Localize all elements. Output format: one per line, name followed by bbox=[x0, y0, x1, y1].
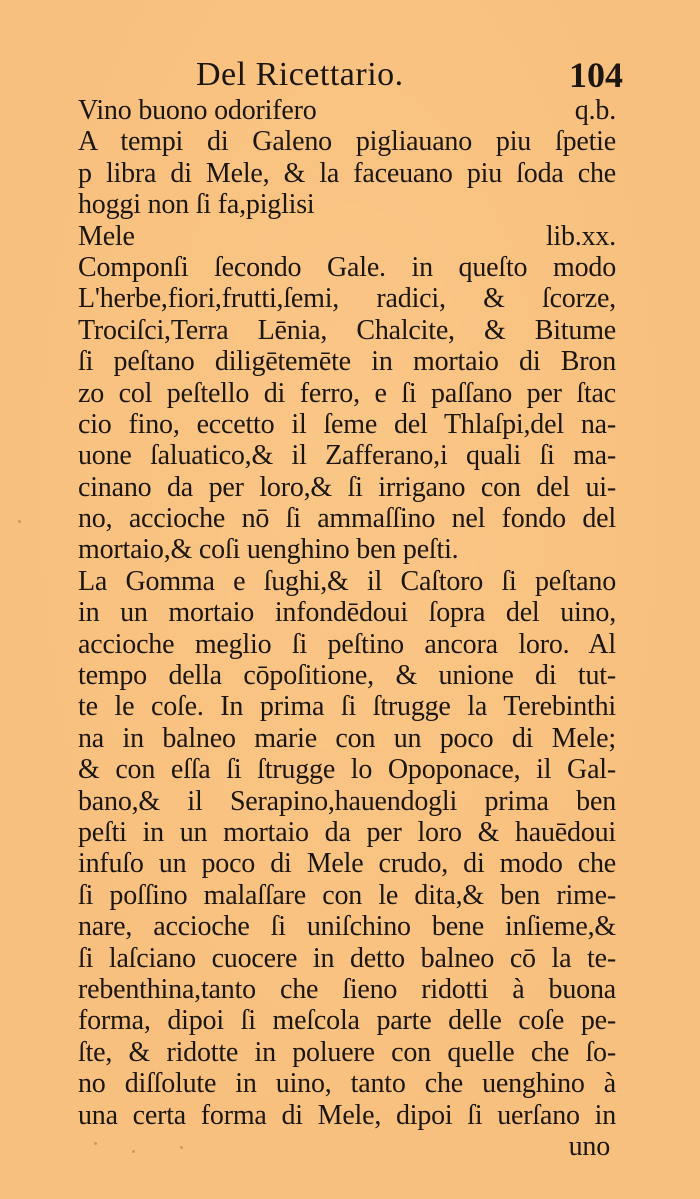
line-text: ſi peſtano diligētemēte in mortaio di Bron bbox=[78, 346, 616, 378]
line-text: & con eſſa ſi ſtrugge lo Opoponace, il Gal- bbox=[78, 754, 616, 786]
line-text: mortaio,& coſi uenghino ben peſti. bbox=[78, 534, 459, 566]
text-line bbox=[78, 534, 616, 565]
body-text bbox=[78, 95, 616, 1162]
text-line bbox=[78, 597, 616, 628]
text-line bbox=[78, 943, 616, 974]
ink-speck bbox=[18, 520, 21, 523]
text-line bbox=[78, 786, 616, 817]
text-line bbox=[78, 1005, 616, 1036]
text-line bbox=[78, 472, 616, 503]
line-text: nare, accioche ſi uniſchino bene inſieme,& bbox=[78, 911, 616, 943]
text-line bbox=[78, 315, 616, 346]
line-text: in un mortaio infondēdoui ſopra del uino, bbox=[78, 597, 616, 629]
text-line bbox=[78, 189, 616, 220]
text-line bbox=[78, 754, 616, 785]
ink-speck bbox=[180, 1146, 183, 1149]
page-number: 104 bbox=[569, 55, 623, 95]
text-line bbox=[78, 1037, 616, 1068]
text-line bbox=[78, 95, 616, 126]
catchword: uno bbox=[568, 1130, 610, 1162]
line-text: cinano da per loro,& ſi irrigano con del ui- bbox=[78, 471, 616, 503]
text-line bbox=[78, 629, 616, 660]
line-quantity: lib.xx. bbox=[545, 220, 616, 252]
line-text: na in balneo marie con un poco di Mele; bbox=[78, 722, 616, 754]
text-line bbox=[78, 252, 616, 283]
text-line bbox=[78, 974, 616, 1005]
text-line bbox=[78, 817, 616, 848]
line-text: hoggi non ſi fa,piglisi bbox=[78, 189, 315, 221]
line-text: bano,& il Serapino,hauendogli prima ben bbox=[78, 785, 616, 817]
text-line bbox=[78, 880, 616, 911]
line-text: A tempi di Galeno pigliauano piu ſpetie bbox=[78, 126, 616, 158]
line-text: rebenthina,tanto che ſieno ridotti à buona bbox=[78, 973, 616, 1005]
text-line bbox=[78, 1100, 616, 1131]
line-text: Vino buono odorifero bbox=[78, 95, 317, 126]
text-line bbox=[78, 660, 616, 691]
text-line bbox=[78, 848, 616, 879]
text-line bbox=[78, 126, 616, 157]
text-line bbox=[78, 158, 616, 189]
line-text: forma, dipoi ſi meſcola parte delle coſe pe- bbox=[78, 1005, 616, 1037]
line-quantity: q.b. bbox=[574, 95, 616, 126]
line-text: Trociſci,Terra Lēnia, Chalcite, & Bitume bbox=[78, 314, 616, 346]
text-line bbox=[78, 691, 616, 722]
line-text: uone ſaluatico,& il Zafferano,i quali ſi ma- bbox=[78, 440, 616, 472]
running-head: Del Ricettario. bbox=[196, 56, 404, 93]
line-text: no, accioche nō ſi ammaſſino nel fondo del bbox=[78, 503, 616, 535]
line-text: ſi poſſino malaſſare con le dita,& ben rime- bbox=[78, 879, 616, 911]
line-text: te le coſe. In prima ſi ſtrugge la Terebinthi bbox=[78, 691, 616, 723]
text-line bbox=[78, 723, 616, 754]
line-text: una certa forma di Mele, dipoi ſi uerſano in bbox=[78, 1099, 616, 1131]
text-line bbox=[78, 221, 616, 252]
text-line bbox=[78, 503, 616, 534]
ink-speck bbox=[94, 1142, 97, 1145]
text-line bbox=[78, 409, 616, 440]
line-text: La Gomma e ſughi,& il Caſtoro ſi peſtano bbox=[78, 565, 616, 597]
text-line bbox=[78, 378, 616, 409]
text-line bbox=[78, 1131, 616, 1162]
line-text: Mele bbox=[78, 220, 135, 252]
line-text: ſi laſciano cuocere in detto balneo cō la te- bbox=[78, 942, 616, 974]
line-text: accioche meglio ſi peſtino ancora loro. Al bbox=[78, 628, 616, 660]
text-line bbox=[78, 440, 616, 471]
line-text: zo col peſtello di ferro, e ſi paſſano per ſtac bbox=[78, 377, 616, 409]
text-line bbox=[78, 1068, 616, 1099]
text-line bbox=[78, 346, 616, 377]
line-text: no diſſolute in uino, tanto che uenghino à bbox=[78, 1068, 616, 1100]
text-line bbox=[78, 566, 616, 597]
line-text: ſte, & ridotte in poluere con quelle che ſo- bbox=[78, 1036, 616, 1068]
line-text: tempo della cōpoſitione, & unione di tut- bbox=[78, 660, 616, 692]
page-header bbox=[78, 52, 623, 100]
line-text: L'herbe,fiori,frutti,ſemi, radici, & ſcorze, bbox=[78, 283, 616, 315]
line-text: peſti in un mortaio da per loro & hauēdoui bbox=[78, 816, 616, 848]
ink-speck bbox=[132, 1150, 135, 1153]
line-text: cio fino, eccetto il ſeme del Thlaſpi,del na- bbox=[78, 408, 616, 440]
line-text: infuſo un poco di Mele crudo, di modo che bbox=[78, 848, 616, 880]
line-text: p libra di Mele, & la faceuano piu ſoda che bbox=[78, 157, 616, 189]
text-line bbox=[78, 911, 616, 942]
line-text: Componſi ſecondo Gale. in queſto modo bbox=[78, 251, 616, 283]
text-line bbox=[78, 283, 616, 314]
